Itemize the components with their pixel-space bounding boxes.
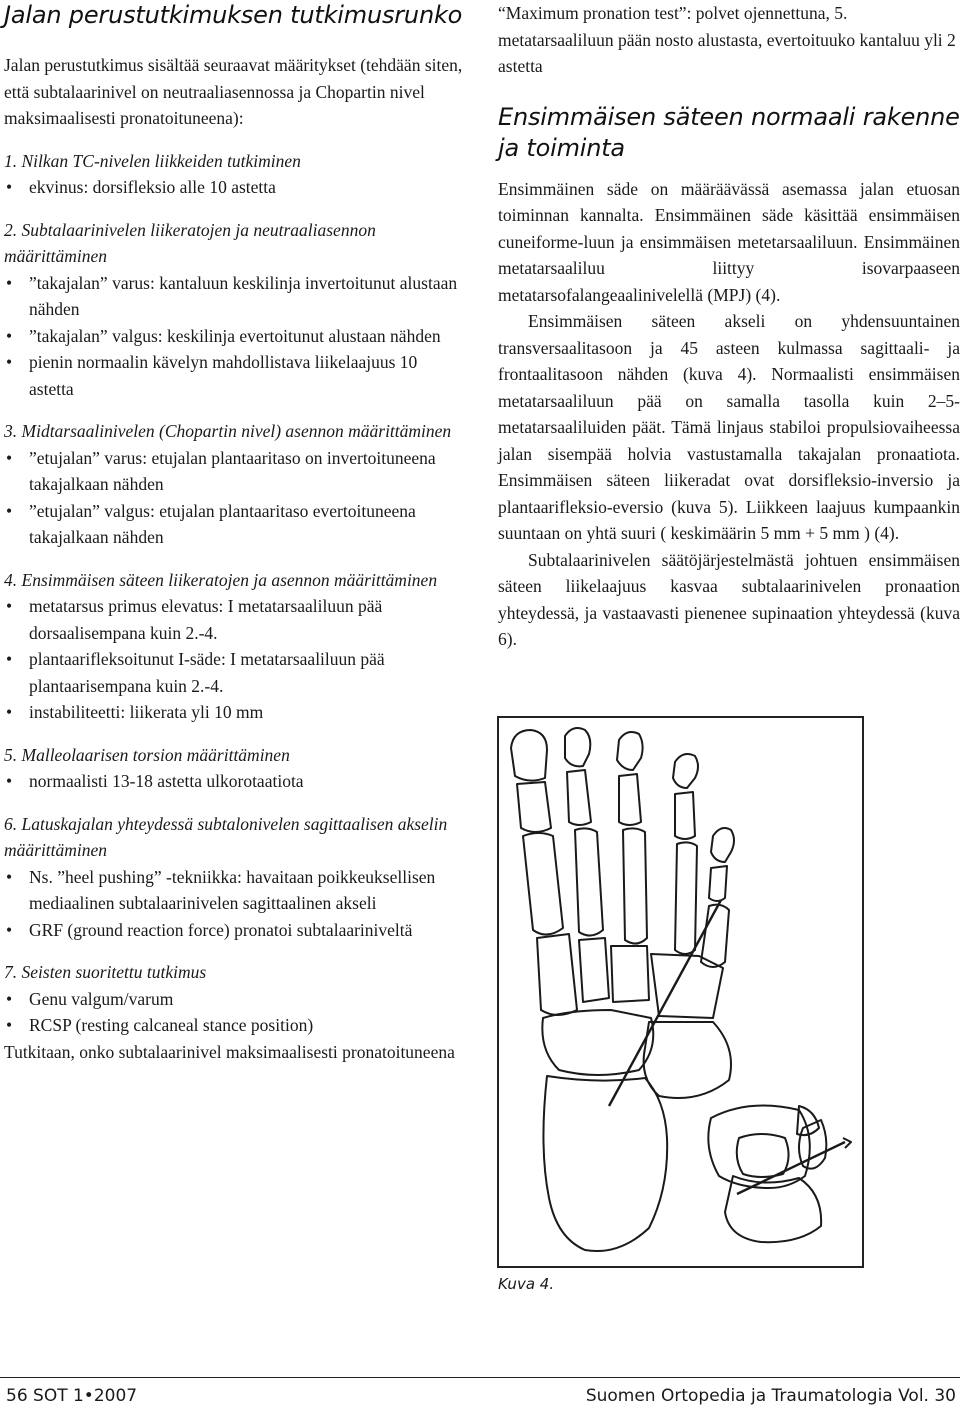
- bullet-list: [4, 174, 466, 201]
- paragraph-3: Subtalaarinivelen säätöjärjestelmästä johtuen ensimmäisen säteen liikelaajuus kasvaa subtalaarinivelen pronaation yhteydessä, ja vastaavasti pienenee supinaation yhteydessä (kuva 6).: [498, 549, 960, 649]
- bullet-list: [4, 593, 466, 726]
- footer-journal-name: Suomen Ortopedia ja Traumatologia Vol. 30: [585, 1386, 956, 1406]
- section-heading: 1. Nilkan TC-nivelen liikkeiden tutkiminen: [4, 150, 301, 171]
- list-item: • ”takajalan” valgus: keskilinja evertoitunut alustaan nähden: [4, 323, 466, 350]
- section-heading: 4. Ensimmäisen säteen liikeratojen ja asennon määrittäminen: [4, 569, 438, 590]
- intro-paragraph: Jalan perustutkimus sisältää seuraavat määritykset (tehdään siten, että subtalaarinivel on neutraaliasennossa ja Chopartin nivel maksimaalisesti pronatoituneena):: [4, 55, 463, 128]
- bullet-list: [4, 270, 466, 403]
- foot-skeleton-figure: [497, 716, 864, 1268]
- list-item: • instabiliteetti: liikerata yli 10 mm: [4, 699, 466, 726]
- list-item: • ”takajalan” varus: kantaluun keskilinja invertoitunut alustaan nähden: [4, 270, 466, 323]
- section-4: [4, 567, 466, 726]
- footer-page-info: 56 SOT 1•2007: [6, 1386, 138, 1406]
- bullet-list: [4, 864, 466, 944]
- list-item: • ekvinus: dorsifleksio alle 10 astetta: [4, 174, 466, 201]
- section-7: [4, 959, 466, 1065]
- sections-list: [4, 148, 466, 1066]
- page-title: Jalan perustutkimuksen tutkimusrunko: [4, 1, 463, 29]
- list-item: • ”etujalan” valgus: etujalan plantaaritaso evertoituneena takajalkaan nähden: [4, 498, 466, 551]
- section-heading: 7. Seisten suoritettu tutkimus: [4, 962, 207, 982]
- list-item: • GRF (ground reaction force) pronatoi subtalaariniveltä: [4, 917, 466, 944]
- bullet-list: [4, 768, 466, 795]
- section-2: [4, 217, 466, 403]
- footer-divider: [0, 1377, 960, 1378]
- figure-caption: Kuva 4.: [498, 1275, 555, 1293]
- section-heading: 5. Malleolaarisen torsion määrittäminen: [4, 744, 290, 765]
- list-item: • ”etujalan” varus: etujalan plantaaritaso on invertoituneena takajalkaan nähden: [4, 445, 466, 498]
- list-item: • RCSP (resting calcaneal stance position): [4, 1012, 466, 1039]
- list-item: • Ns. ”heel pushing” -tekniikka: havaitaan poikkeuksellisen mediaalinen subtalaarinivelen sagittaalinen akseli: [4, 864, 466, 917]
- left-column: [4, 0, 466, 1065]
- list-item: • metatarsus primus elevatus: I metatarsaaliluun pää dorsaalisempana kuin 2.-4.: [4, 593, 466, 646]
- list-item: • normaalisti 13-18 astetta ulkorotaatiota: [4, 768, 466, 795]
- section-title: Ensimmäisen säteen normaali rakenne ja toiminta: [498, 102, 960, 162]
- section-note: Tutkitaan, onko subtalaarinivel maksimaalisesti pronatoituneena: [4, 1041, 455, 1062]
- bullet-list: [4, 986, 466, 1039]
- list-item: • pienin normaalin kävelyn mahdollistava liikelaajuus 10 astetta: [4, 349, 466, 402]
- right-column: [498, 0, 960, 653]
- list-item: • plantaarifleksoitunut I-säde: I metatarsaaliluun pää plantaarisempana kuin 2.-4.: [4, 646, 466, 699]
- section-3: [4, 418, 466, 551]
- list-item: • Genu valgum/varum: [4, 986, 466, 1013]
- section-heading: 2. Subtalaarinivelen liikeratojen ja neutraaliasennon määrittäminen: [4, 219, 376, 266]
- section-1: [4, 148, 466, 201]
- bullet-list: [4, 445, 466, 551]
- foot-skeleton-drawing: [499, 718, 862, 1266]
- paragraph-2: Ensimmäisen säteen akseli on yhdensuuntainen transversaalitasoon ja 45 asteen kulmassa sagittaali- ja frontaalitasoon nähden (kuva 4). Normaalisti ensimmäisen metatarsaaliluun pää on samalla tasolla kuin 2–5-metatarsaaliluiden päät. Tämä linjaus stabiloi propulsiovaiheessa jalan sisempää holvia vastustamalla takajalan pronaatiota. Ensimmäisen säteen liikeradat ovat dorsifleksio-inversio ja plantaarifleksio-eversio (kuva 5). Liikkeen laajuus kumpaankin suuntaan on yhtä suuri ( keskimäärin 5 mm + 5 mm ) (4).: [498, 311, 960, 543]
- section-heading: 3. Midtarsaalinivelen (Chopartin nivel) asennon määrittäminen: [4, 421, 452, 441]
- section-heading: 6. Latuskajalan yhteydessä subtalonivelen sagittaalisen akselin määrittäminen: [4, 813, 448, 860]
- paragraph-1: Ensimmäinen säde on määräävässä asemassa jalan etuosan toiminnan kannalta. Ensimmäinen säde käsittää ensimmäisen cuneiforme-luun ja ensimmäisen metetarsaaliluun. Ensimmäinen metatarsaaliluu liittyy isovarpaaseen metatarsofalangeaalinivelellä (MPJ) (4).: [498, 178, 960, 305]
- section-6: [4, 811, 466, 944]
- continuation-paragraph: “Maximum pronation test”: polvet ojennettuna, 5. metatarsaaliluun pään nosto alustasta, evertoituuko kantaluu yli 2 astetta: [498, 3, 956, 76]
- section-5: [4, 742, 466, 795]
